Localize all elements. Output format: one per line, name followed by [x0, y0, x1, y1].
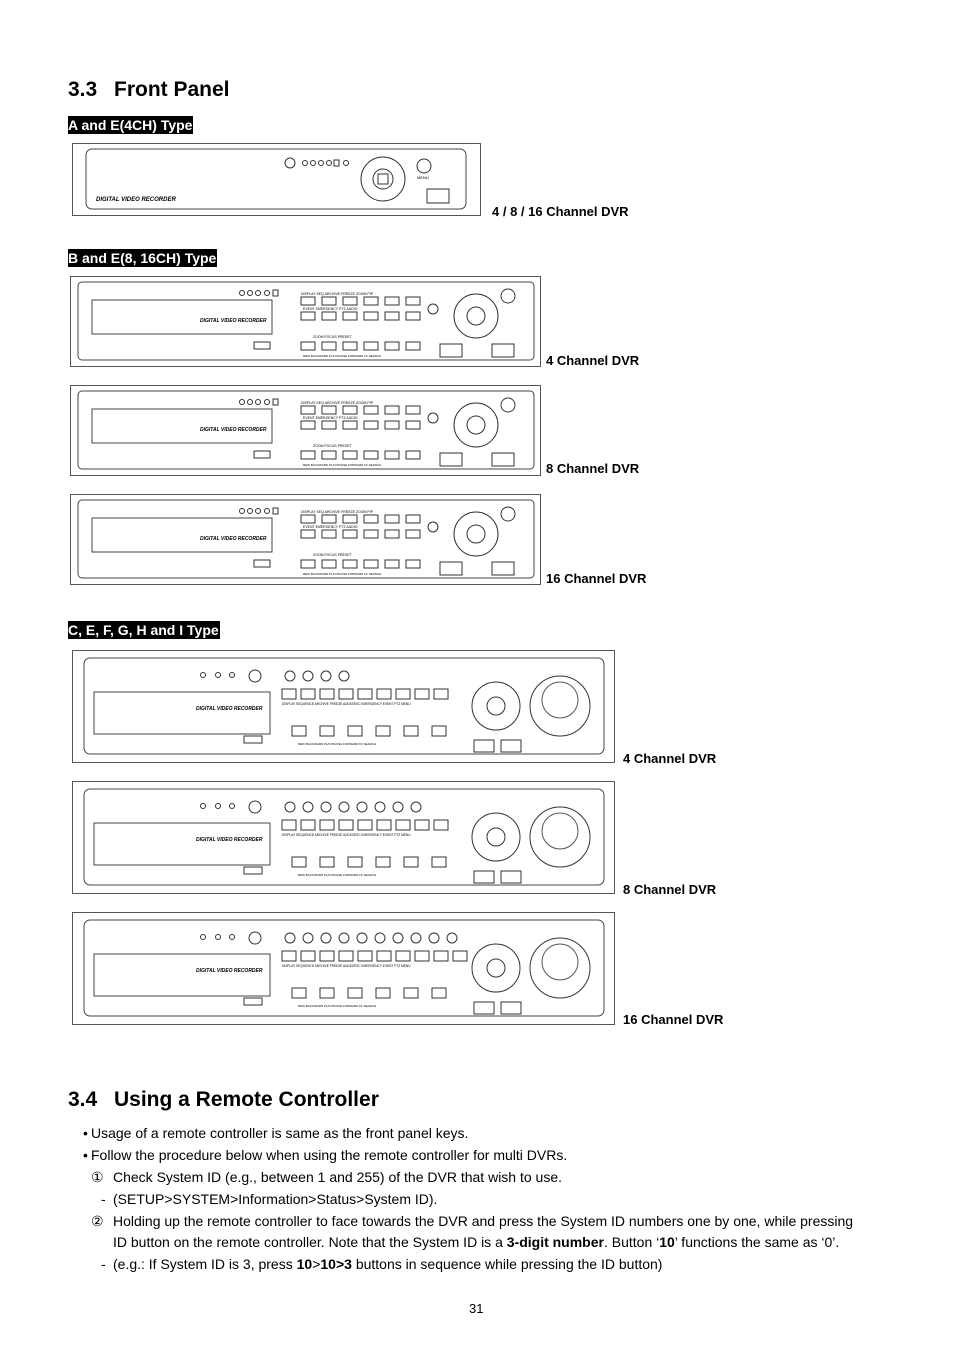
dvr-panel-type-c-4ch: [72, 650, 616, 764]
group-a-label: A and E(4CH) Type: [68, 117, 193, 133]
section-title: Front Panel: [114, 78, 230, 101]
svg-text:DISPLAY SEQUENCE ARCHIVE FREEZ: DISPLAY SEQUENCE ARCHIVE FREEZE AUDIO/ESC EMERGENCY EVENT PTZ MENU: [282, 702, 411, 706]
dvr-panel-type-b-8ch: [70, 385, 542, 477]
svg-text:DIGITAL VIDEO RECORDER: DIGITAL VIDEO RECORDER: [200, 536, 267, 542]
svg-text:DIGITAL VIDEO RECORDER: DIGITAL VIDEO RECORDER: [196, 706, 263, 712]
svg-text:REW BACKWARD PLAY/PAUSE: REW BACKWARD PLAY/PAUSE FORWARD FF SEARCH: [298, 873, 377, 877]
dvr-panel-type-b-16ch: [70, 494, 542, 586]
svg-text:REW BACKWARD PLAY/PAUSE FOR: REW BACKWARD PLAY/PAUSE FORWARD FF SEARCH: [303, 463, 382, 467]
svg-text:EVENT EMERGENCY PTZ AUDIO: EVENT EMERGENCY PTZ AUDIO: [303, 307, 358, 311]
svg-text:DISPLAY SEQ ARCHIVE FREEZE: DISPLAY SEQ ARCHIVE FREEZE ZOOM PIP: [301, 510, 374, 514]
svg-text:ZOOM FOCUS PRESET: ZOOM FOCUS PRESET: [313, 335, 352, 339]
step-2-marker: ②: [91, 1213, 104, 1229]
bullet-procedure: [91, 1146, 567, 1164]
svg-text:DIGITAL VIDEO RECORDER: DIGITAL VIDEO RECORDER: [200, 318, 267, 324]
svg-text:REW BACKWARD PLAY/PAUSE: REW BACKWARD PLAY/PAUSE FORWARD FF SEARCH: [298, 1004, 377, 1008]
svg-text:DIGITAL VIDEO RECORDER: DIGITAL VIDEO RECORDER: [200, 427, 267, 433]
step-2-line-1: Holding up the remote controller to face towards the DVR and press the System ID numbers one by one, while pressing: [113, 1213, 854, 1229]
section-title: Using a Remote Controller: [114, 1088, 379, 1111]
page-number: 31: [469, 1301, 484, 1316]
svg-text:REW BACKWARD PLAY/PAUSE FOR: REW BACKWARD PLAY/PAUSE FORWARD FF SEARCH: [303, 354, 382, 358]
step-1: [91, 1168, 562, 1186]
step-2-sub-b: 10: [296, 1256, 313, 1272]
group-c-caption-4ch: 4 Channel DVR: [623, 751, 717, 766]
step-2-line-2-c: . Button ‘: [603, 1234, 660, 1250]
step-2-sub-marker: -: [101, 1256, 106, 1272]
svg-text:DISPLAY SEQ ARCHIVE FREEZE: DISPLAY SEQ ARCHIVE FREEZE ZOOM PIP: [301, 292, 374, 296]
section-3-4-heading: [68, 1088, 379, 1112]
svg-text:EVENT EMERGENCY PTZ AUDIO: EVENT EMERGENCY PTZ AUDIO: [303, 525, 358, 529]
section-3-3-heading: [68, 78, 230, 102]
step-2-line-2-e: ’ functions the same as ‘0’.: [674, 1234, 840, 1250]
step-2-line-2-bold: 3-digit number: [506, 1234, 604, 1250]
svg-text:REW BACKWARD PLAY/PAUSE: REW BACKWARD PLAY/PAUSE FORWARD FF SEARCH: [298, 742, 377, 746]
dvr-panel-type-c-16ch: [72, 912, 616, 1026]
step-1-sub-marker: -: [101, 1191, 106, 1207]
bullet-procedure-text: Follow the procedure below when using the remote controller for multi DVRs.: [91, 1147, 568, 1163]
group-c-caption-8ch: 8 Channel DVR: [623, 882, 717, 897]
step-2-sub-c: >: [312, 1256, 321, 1272]
group-b-caption-4ch: 4 Channel DVR: [546, 353, 640, 368]
svg-text:ZOOM FOCUS PRESET: ZOOM FOCUS PRESET: [313, 444, 352, 448]
step-2-sub-f: 3: [344, 1256, 352, 1272]
menu-text: MENU: [417, 175, 429, 180]
step-2-sub: [101, 1255, 662, 1273]
step-1-text: Check System ID (e.g., between 1 and 255) of the DVR that wish to use.: [113, 1169, 563, 1185]
dvr-panel-type-a: [72, 143, 482, 217]
svg-text:ZOOM FOCUS PRESET: ZOOM FOCUS PRESET: [313, 553, 352, 557]
step-2-line-2-a: ID button on the remote controller. Note that the System ID is a: [113, 1234, 507, 1250]
svg-text:EVENT EMERGENCY PTZ AUDIO: EVENT EMERGENCY PTZ AUDIO: [303, 416, 358, 420]
section-number: 3.4: [68, 1088, 98, 1111]
step-2-sub-g: buttons in sequence while pressing the ID button): [351, 1256, 663, 1272]
brand-text: DIGITAL VIDEO RECORDER: [96, 197, 176, 203]
step-2: [91, 1212, 853, 1230]
dvr-panel-type-b-4ch: [70, 276, 542, 368]
svg-text:DIGITAL VIDEO RECORDER: DIGITAL VIDEO RECORDER: [196, 968, 263, 974]
group-b-label: B and E(8, 16CH) Type: [68, 250, 217, 266]
group-c-caption-16ch: 16 Channel DVR: [623, 1012, 724, 1027]
group-b-caption-8ch: 8 Channel DVR: [546, 461, 640, 476]
step-1-marker: ①: [91, 1169, 104, 1185]
svg-text:DISPLAY SEQUENCE ARCHIVE FREEZ: DISPLAY SEQUENCE ARCHIVE FREEZE AUDIO/ESC EMERGENCY EVENT PTZ MENU: [282, 833, 411, 837]
step-1-sub: [101, 1190, 437, 1208]
section-number: 3.3: [68, 78, 98, 101]
dvr-panel-type-c-8ch: [72, 781, 616, 895]
bullet-usage: [91, 1124, 468, 1142]
svg-text:DIGITAL VIDEO RECORDER: DIGITAL VIDEO RECORDER: [196, 837, 263, 843]
step-2-line-2: [113, 1233, 839, 1251]
step-1-sub-text: (SETUP>SYSTEM>Information>Status>System ID).: [113, 1191, 438, 1207]
group-a-caption: 4 / 8 / 16 Channel DVR: [492, 204, 629, 219]
step-2-sub-e: >: [335, 1256, 345, 1272]
svg-text:DISPLAY SEQUENCE ARCHIVE FREEZ: DISPLAY SEQUENCE ARCHIVE FREEZE AUDIO/ESC EMERGENCY EVENT PTZ MENU: [282, 964, 411, 968]
bullet-usage-text: Usage of a remote controller is same as the front panel keys.: [91, 1125, 469, 1141]
step-2-sub-a: (e.g.: If System ID is 3, press: [113, 1256, 297, 1272]
step-2-sub-d: 10: [320, 1256, 336, 1272]
svg-text:REW BACKWARD PLAY/PAUSE FOR: REW BACKWARD PLAY/PAUSE FORWARD FF SEARCH: [303, 572, 382, 576]
group-c-label: C, E, F, G, H and I Type: [68, 622, 219, 638]
step-2-line-2-bold-10: 10: [659, 1234, 675, 1250]
group-b-caption-16ch: 16 Channel DVR: [546, 571, 647, 586]
svg-text:DISPLAY SEQ ARCHIVE FREEZE: DISPLAY SEQ ARCHIVE FREEZE ZOOM PIP: [301, 401, 374, 405]
